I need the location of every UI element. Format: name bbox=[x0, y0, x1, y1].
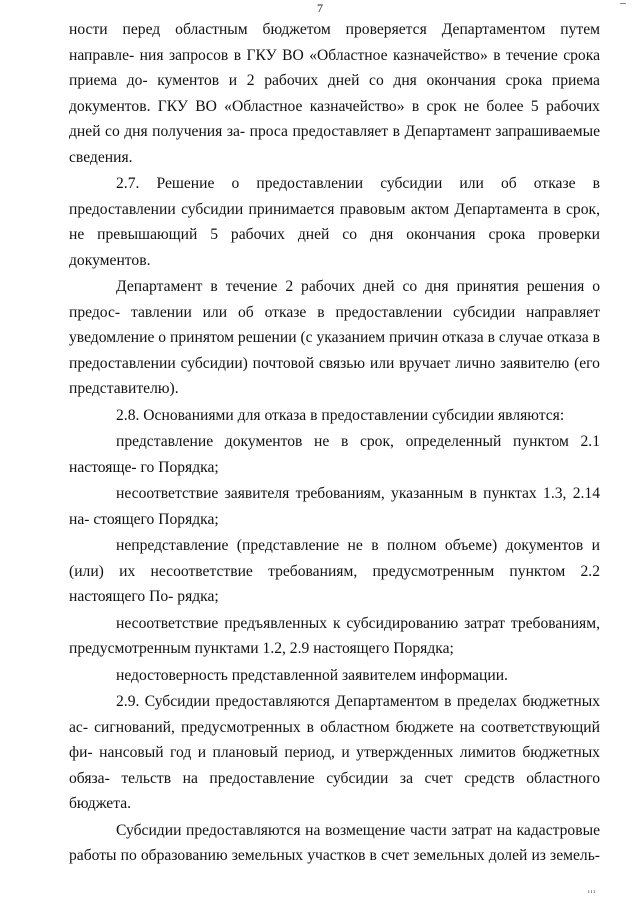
list-item-applicant-mismatch: несоответствие заявителя требованиям, указанным в пунктах 1.3, 2.14 на- стоящего Порядка; bbox=[69, 485, 600, 528]
list-item-late-documents: представление документов не в срок, определенный пунктом 2.1 настояще- го Порядка; bbox=[69, 433, 600, 476]
paragraph-2-8: 2.8. Основаниями для отказа в предоставлении субсидии являются: bbox=[116, 406, 565, 424]
page-number: 7 bbox=[317, 1, 323, 15]
paragraph-2-7: 2.7. Решение о предоставлении субсидии или об отказе в предоставлении субсидии принимается правовым актом Департамента в срок, не превышающий 5 рабочих дней со дня окончания срока проверки документов. bbox=[69, 175, 600, 269]
list-item-cost-mismatch: несоответствие предъявленных к субсидированию затрат требованиям, предусмотренным пунктами 1.2, 2.9 настоящего Порядка; bbox=[69, 614, 600, 657]
list-item-false-info: недостоверность представленной заявителем информации. bbox=[116, 666, 508, 684]
paragraph-notification: Департамент в течение 2 рабочих дней со дня принятия решения о предос- тавлении или об отказе в предоставлении субсидии направляет уведомление о принятом решении (с указанием причин отказа в случае отказа в предоставлении субсидии) почтовой связью или вручает лично заявителю (его представителю). bbox=[69, 278, 600, 397]
paragraph-continuation: ности перед областным бюджетом проверяется Департаментом путем направле- ния запросов в ГКУ ВО «Областное казначейство» в течение срока приема до- кументов и 2 рабочих дней со дня окончания срока приема документов. ГКУ ВО «Областное казначейство» в срок не более 5 рабочих дней со дня получения за- проса предоставляет в Департамент запрашиваемые сведения. bbox=[69, 21, 600, 166]
list-item-missing-documents: непредставление (представление не в полном объеме) документов и (или) их несоответствие требованиям, предусмотренным пунктом 2.2 настоящего По- рядка; bbox=[69, 537, 600, 605]
footer-mark: ııı bbox=[587, 889, 596, 895]
paragraph-subsidy-purpose: Субсидии предоставляются на возмещение части затрат на кадастровые работы по образованию земельных участков в счет земельных долей из земель- bbox=[69, 821, 600, 864]
document-body bbox=[69, 17, 600, 869]
paragraph-2-9: 2.9. Субсидии предоставляются Департаментом в пределах бюджетных ас- сигнований, предусмотренных в областном бюджете на соответствующий фи- нансовый год и плановый период, и утвержденных лимитов бюджетных обяза- тельств на предоставление субсидии за счет средств областного бюджета. bbox=[69, 693, 601, 812]
